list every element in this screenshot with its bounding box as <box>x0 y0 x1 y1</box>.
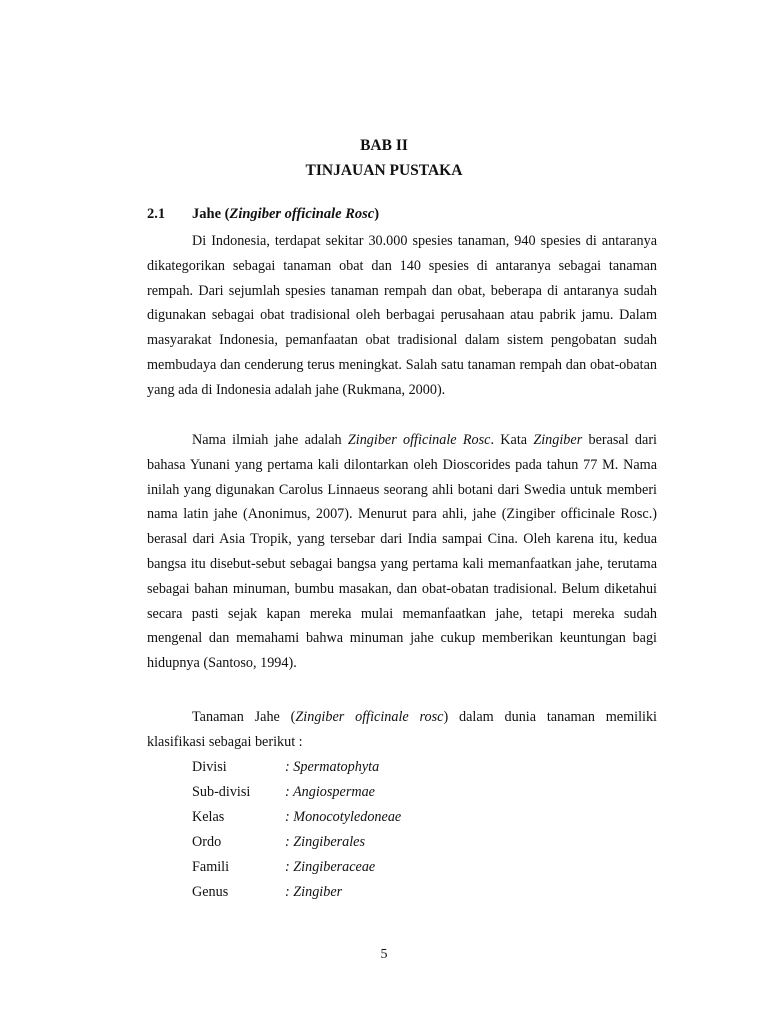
p2-genus-name: Zingiber <box>533 432 583 448</box>
classification-row <box>192 805 401 830</box>
page-number: 5 <box>380 947 388 962</box>
paragraph-3-text <box>147 705 657 755</box>
p3-part-c: ) dalam dunia tanaman memiliki klasifikasi sebagai berikut : <box>147 709 657 750</box>
classification-value: : Zingiberales <box>285 834 365 850</box>
paragraph-2 <box>147 428 657 676</box>
classification-label: Ordo <box>192 834 222 850</box>
chapter-title: TINJAUAN PUSTAKA <box>305 162 463 179</box>
classification-row <box>192 755 401 780</box>
section-title-prefix: Jahe ( <box>192 206 230 222</box>
chapter-number: BAB II <box>360 137 408 154</box>
paragraph-1 <box>147 229 657 403</box>
classification-label: Sub-divisi <box>192 784 251 800</box>
p2-scientific-name: Zingiber officinale Rosc <box>347 432 491 448</box>
section-title-suffix: ) <box>374 206 380 222</box>
classification-label: Divisi <box>192 759 227 775</box>
paragraph-3 <box>147 705 657 755</box>
classification-label: Kelas <box>192 809 225 825</box>
classification-row <box>192 830 401 855</box>
paragraph-1-text: Di Indonesia, terdapat sekitar 30.000 spesies tanaman, 940 spesies di antaranya dikategorikan sebagai tanaman obat dan 140 spesies di antaranya sebagai tanaman rempah. Dari sejumlah spesies tanaman rempah dan obat, beberapa di antaranya sudah digunakan sebagai obat tradisional oleh berbagai perusahaan atau pabrik jamu. Dalam masyarakat Indonesia, pemanfaatan obat tradisional dalam sistem pengobatan sudah membudaya dan cenderung terus meningkat. Salah satu tanaman rempah dan obat-obatan yang ada di Indonesia adalah jahe (Rukmana, 2000). <box>147 233 657 398</box>
classification-label: Genus <box>192 884 229 900</box>
classification-value: : Zingiberaceae <box>285 859 376 875</box>
classification-row <box>192 780 401 805</box>
classification-value: : Monocotyledoneae <box>285 809 402 825</box>
p2-part-a: Nama ilmiah jahe adalah <box>192 432 348 448</box>
p2-part-e: berasal dari bahasa Yunani yang pertama kali dilontarkan oleh Dioscorides pada tahun 77 M. Nama inilah yang digunakan Carolus Linnaeus seorang ahli botani dari Swedia untuk memberi nama latin jahe (Anonimus, 2007). Menurut para ahli, jahe (Zingiber officinale Rosc.) berasal dari Asia Tropik, yang tersebar dari India sampai Cina. Oleh karena itu, kedua bangsa itu disebut-sebut sebagai bangsa yang pertama kali memanfaatkan jahe, terutama sebagai bahan minuman, bumbu masakan, dan obat-obatan tradisional. Belum diketahui secara pasti sejak kapan mereka mulai memanfaatkan jahe, tetapi mereka sudah mengenal dan memahami bahwa minuman jahe cukup memberikan keuntungan bagi hidupnya (Santoso, 1994). <box>147 432 657 672</box>
classification-value: : Spermatophyta <box>285 759 380 775</box>
classification-value: : Angiospermae <box>285 784 375 800</box>
classification-list <box>192 755 401 905</box>
section-number: 2.1 <box>147 206 166 222</box>
p3-scientific-name: Zingiber officinale rosc <box>295 709 444 725</box>
classification-row <box>192 880 401 905</box>
paragraph-2-text <box>147 428 657 676</box>
p2-part-c: . Kata <box>490 432 534 448</box>
section-heading <box>147 206 379 223</box>
section-title-italic: Zingiber officinale Rosc <box>229 206 375 222</box>
classification-value: : Zingiber <box>285 884 343 900</box>
p3-part-a: Tanaman Jahe ( <box>192 709 296 725</box>
classification-label: Famili <box>192 859 230 875</box>
classification-row <box>192 855 401 880</box>
